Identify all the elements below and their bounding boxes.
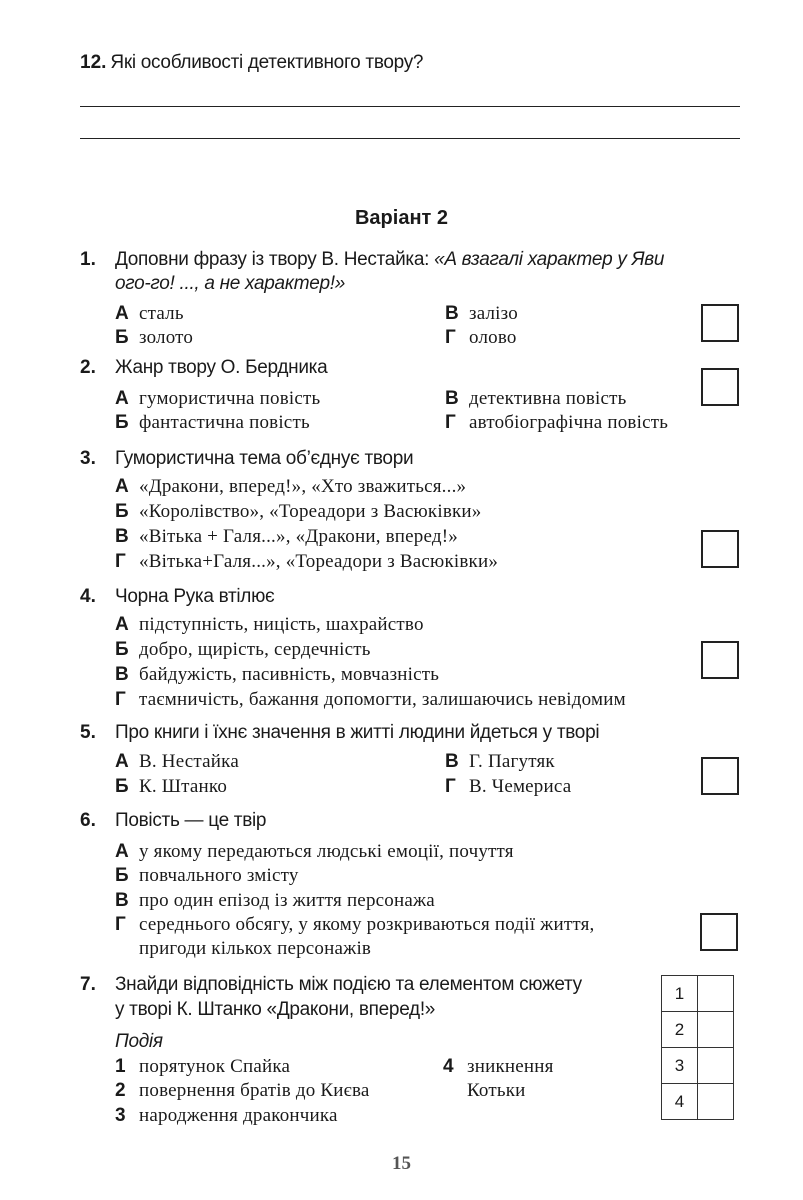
variant-title: Варіант 2: [354, 207, 449, 229]
option-b[interactable]: Б К. Штанко: [115, 776, 228, 797]
answer-box-q1[interactable]: [701, 304, 739, 342]
event-4: 4 зникнення: [443, 1056, 554, 1077]
answer-box-q2[interactable]: [701, 368, 739, 406]
option-v[interactable]: В байдужість, пасивність, мовчазність: [115, 664, 440, 685]
option-a[interactable]: А В. Нестайка: [115, 751, 239, 772]
row-number: 2: [662, 1012, 698, 1048]
event-1: 1 порятунок Спайка: [115, 1056, 291, 1077]
question-number: 3.: [80, 448, 96, 469]
answer-box-q4[interactable]: [701, 641, 739, 679]
option-b[interactable]: Б золото: [115, 327, 194, 348]
event-2: 2 повернення братів до Києва: [115, 1080, 370, 1101]
answer-cell-1[interactable]: [698, 976, 734, 1012]
question-12: [80, 52, 423, 74]
question-number: 6.: [80, 810, 96, 831]
quote-line-1: «А взагалі характер у Яви: [434, 249, 665, 270]
row-number: 3: [662, 1048, 698, 1084]
option-a[interactable]: А у якому передаються людські емоції, почуття: [115, 841, 514, 862]
option-v[interactable]: В залізо: [445, 303, 518, 324]
option-b[interactable]: Б добро, щирість, сердечність: [115, 639, 371, 660]
question-text: Які особливості детективного твору?: [110, 52, 424, 73]
question-text-line-2: у творі К. Штанко «Дракони, вперед!»: [115, 999, 436, 1020]
quote-line-2: ого-го! ..., а не характер!»: [115, 273, 346, 294]
question-number: 1.: [80, 249, 96, 270]
answer-cell-4[interactable]: [698, 1084, 734, 1120]
question-text-plain: Доповни фразу із твору В. Нестайка:: [115, 249, 435, 270]
option-b[interactable]: Б повчального змісту: [115, 865, 299, 886]
row-number: 1: [662, 976, 698, 1012]
question-number: 7.: [80, 974, 96, 995]
question-number: 2.: [80, 357, 96, 378]
option-a[interactable]: А гумористична повість: [115, 388, 321, 409]
event-4-line-2: Котьки: [467, 1080, 526, 1101]
answer-cell-2[interactable]: [698, 1012, 734, 1048]
answer-cell-3[interactable]: [698, 1048, 734, 1084]
question-text: Гумористична тема об’єднує твори: [115, 448, 414, 469]
option-b[interactable]: Б фантастична повість: [115, 412, 310, 433]
answer-line-2[interactable]: [80, 138, 740, 139]
question-text: Про книги і їхнє значення в житті людини йдеться у творі: [115, 722, 600, 743]
answer-matching-table: [661, 975, 734, 1120]
option-g[interactable]: Г середнього обсягу, у якому розкриваються події життя,: [115, 914, 595, 935]
option-g[interactable]: Г олово: [445, 327, 517, 348]
answer-box-q6[interactable]: [700, 913, 738, 951]
question-number: 4.: [80, 586, 96, 607]
table-row: [662, 1012, 734, 1048]
question-text: Повість — це твір: [115, 810, 267, 831]
option-v[interactable]: В Г. Пагутяк: [445, 751, 555, 772]
answer-line-1[interactable]: [80, 106, 740, 107]
option-g[interactable]: Г автобіографічна повість: [445, 412, 669, 433]
table-row: [662, 976, 734, 1012]
option-a[interactable]: А підступність, ницість, шахрайство: [115, 614, 424, 635]
question-text: [115, 249, 664, 271]
option-v[interactable]: В «Вітька + Галя...», «Дракони, вперед!»: [115, 526, 458, 547]
question-text: Чорна Рука втілює: [115, 586, 275, 607]
option-v[interactable]: В про один епізод із життя персонажа: [115, 890, 435, 911]
page-number: 15: [392, 1153, 411, 1174]
table-row: [662, 1048, 734, 1084]
option-g[interactable]: Г «Вітька+Галя...», «Тореадори з Васюківки»: [115, 551, 499, 572]
event-3: 3 народження дракончика: [115, 1105, 338, 1126]
question-number: 12.: [80, 52, 107, 73]
question-number: 5.: [80, 722, 96, 743]
option-g[interactable]: Г таємничість, бажання допомогти, залишаючись невідомим: [115, 689, 626, 710]
option-g-line-2: пригоди кількох персонажів: [139, 938, 372, 959]
question-text-line-1: Знайди відповідність між подією та елементом сюжету: [115, 974, 582, 995]
events-subheading: Подія: [115, 1031, 163, 1052]
table-row: [662, 1084, 734, 1120]
answer-box-q5[interactable]: [701, 757, 739, 795]
option-b[interactable]: Б «Королівство», «Тореадори з Васюківки»: [115, 501, 482, 522]
question-text: Жанр твору О. Бердника: [115, 357, 328, 378]
option-a[interactable]: А «Дракони, вперед!», «Хто зважиться...»: [115, 476, 467, 497]
row-number: 4: [662, 1084, 698, 1120]
answer-box-q3[interactable]: [701, 530, 739, 568]
option-a[interactable]: А сталь: [115, 303, 184, 324]
option-g[interactable]: Г В. Чемериса: [445, 776, 572, 797]
option-v[interactable]: В детективна повість: [445, 388, 627, 409]
